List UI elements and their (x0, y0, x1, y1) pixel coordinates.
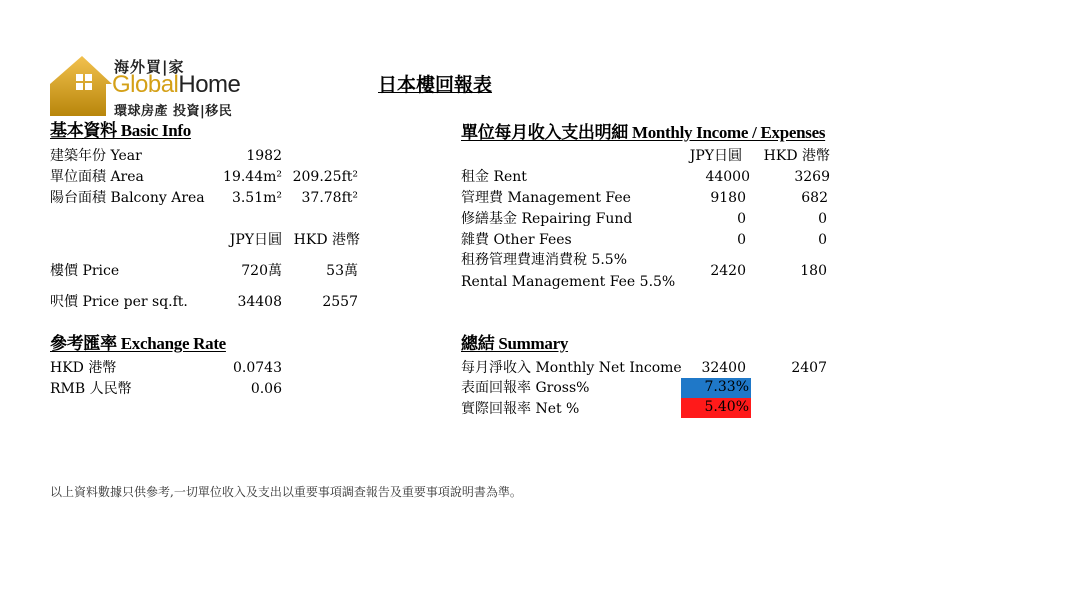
year-value: 1982 (246, 148, 282, 164)
other-fees-jpy: 0 (737, 232, 746, 248)
area-m2-value: 19.44m² (223, 169, 282, 185)
net-income-label: 每月淨收入 Monthly Net Income (461, 360, 682, 376)
summary-heading: 總結 Summary (461, 334, 569, 353)
year-label: 建築年份 Year (50, 148, 142, 164)
rent-hkd: 3269 (794, 169, 830, 185)
net-income-jpy: 32400 (701, 360, 746, 376)
disclaimer-note: 以上資料數據只供參考,一切單位收入及支出以重要事項調查報告及重要事項說明書為準。 (50, 485, 522, 499)
basic-col-hkd: HKD 港幣 (293, 232, 360, 248)
repairing-fund-jpy: 0 (737, 211, 746, 227)
balcony-m2-value: 3.51m² (231, 190, 282, 206)
balcony-label: 陽台面積 Balcony Area (50, 190, 205, 206)
exchange-hkd-value: 0.0743 (233, 360, 282, 376)
repairing-fund-hkd: 0 (818, 211, 827, 227)
exchange-rmb-value: 0.06 (250, 381, 282, 397)
exchange-hkd-label: HKD 港幣 (50, 360, 117, 376)
basic-col-jpy: JPY日圓 (229, 232, 282, 248)
net-income-hkd: 2407 (791, 360, 827, 376)
net-yield-cell (681, 398, 751, 418)
management-fee-jpy: 9180 (710, 190, 746, 206)
net-yield-label: 實際回報率 Net % (461, 401, 580, 417)
rent-jpy: 44000 (705, 169, 750, 185)
repairing-fund-label: 修繕基金 Repairing Fund (461, 211, 633, 227)
basic-info-heading: 基本資料 Basic Info (50, 121, 191, 140)
logo-brand (112, 71, 240, 99)
net-yield-value: 5.40% (704, 399, 749, 415)
gross-yield-cell (681, 378, 751, 398)
logo-brand-global: Global (112, 71, 179, 98)
house-logo-icon (48, 54, 112, 118)
logo-cn-line1: 海外買|家 (114, 58, 185, 76)
management-fee-hkd: 682 (801, 190, 828, 206)
monthly-col-jpy: JPY日圓 (689, 148, 742, 164)
management-fee-label: 管理費 Management Fee (461, 190, 631, 206)
exchange-heading: 參考匯率 Exchange Rate (50, 334, 226, 353)
psf-hkd-value: 2557 (322, 294, 358, 310)
page-title: 日本樓回報表 (378, 75, 493, 96)
gross-yield-value: 7.33% (704, 379, 749, 395)
psf-jpy-value: 34408 (237, 294, 282, 310)
price-label: 樓價 Price (50, 263, 120, 279)
monthly-col-hkd: HKD 港幣 (763, 148, 830, 164)
balcony-ft2-value: 37.78ft² (301, 190, 358, 206)
rent-label: 租金 Rent (461, 169, 527, 185)
price-jpy-value: 720萬 (241, 263, 282, 279)
logo-cn-line3: 環球房產 投資|移民 (114, 104, 233, 119)
gross-yield-label: 表面回報率 Gross% (461, 380, 590, 396)
area-ft2-value: 209.25ft² (292, 169, 358, 185)
other-fees-hkd: 0 (818, 232, 827, 248)
area-label: 單位面積 Area (50, 169, 144, 185)
psf-label: 呎價 Price per sq.ft. (50, 294, 188, 310)
price-hkd-value: 53萬 (326, 263, 358, 279)
logo-brand-home: Home (178, 71, 241, 98)
rental-management-hkd: 180 (800, 263, 827, 279)
rental-management-label-en: Rental Management Fee 5.5% (461, 274, 676, 290)
rental-management-label-cn: 租務管理費連消費稅 5.5% (461, 252, 628, 268)
rental-management-jpy: 2420 (710, 263, 746, 279)
other-fees-label: 雜費 Other Fees (461, 232, 572, 248)
monthly-heading: 單位每月收入支出明細 Monthly Income / Expenses (461, 123, 826, 142)
globalhome-logo (48, 54, 258, 118)
exchange-rmb-label: RMB 人民幣 (50, 381, 132, 397)
